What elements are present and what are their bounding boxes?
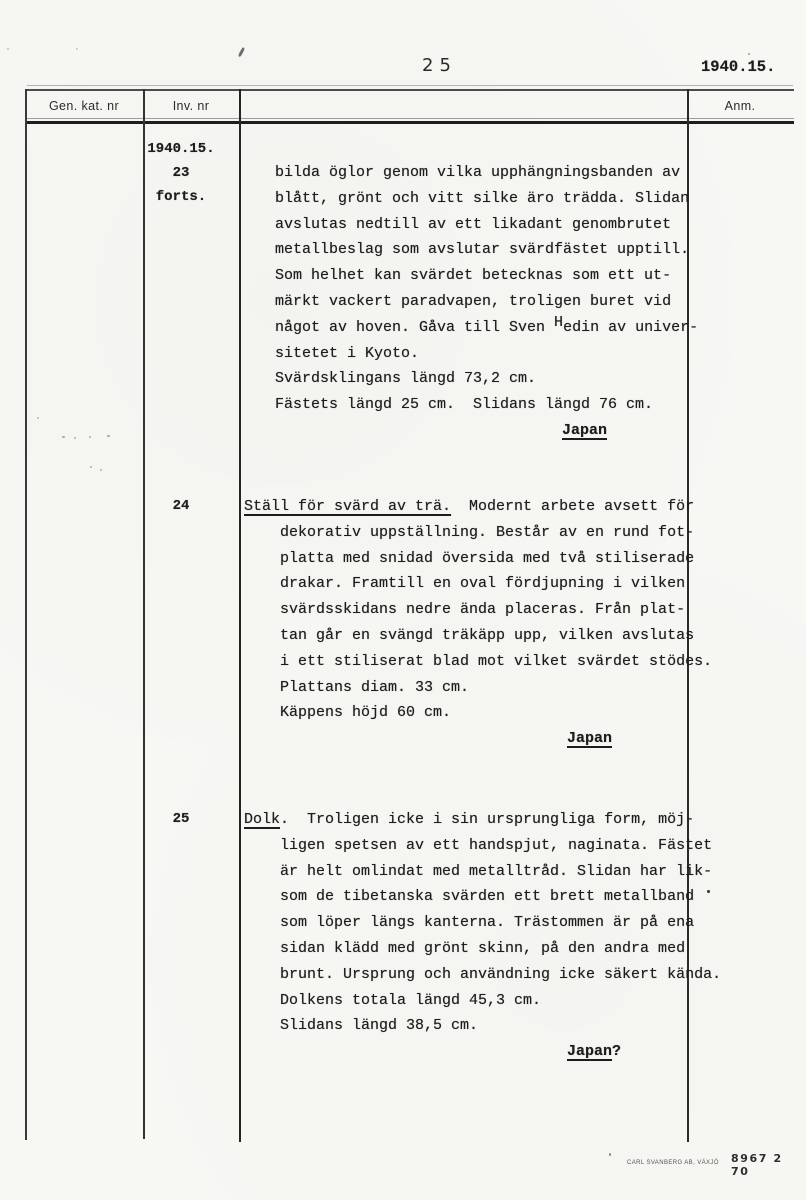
column-header-anm: Anm. (724, 99, 756, 113)
column-header-gen-kat-nr: Gen. kat. nr (48, 99, 120, 113)
column-divider-genkat-inv (143, 89, 145, 1139)
scan-speck (37, 417, 39, 419)
scan-speck (609, 1153, 611, 1156)
page-reference: 1940.15. (701, 58, 776, 76)
table-top-border-echo (27, 85, 793, 86)
scan-speck (107, 435, 110, 437)
scan-speck (89, 436, 91, 438)
column-header-inv-nr: Inv. nr (172, 99, 210, 113)
table-header-divider (25, 121, 794, 124)
entry-text: Dolk. Troligen icke i sin ursprungliga form, möj- ligen spetsen av ett handspjut, naginata. Fästet är helt omlindat med metalltråd. Slidan har lik- som de tibetanska svärden ett brett metallband som löper längs kanterna. Trästommen är på ena sidan klädd med grönt skinn, på den andra med brunt. Ursprung och användning icke säkert kända. Dolkens totala längd 45,3 cm. Slidans längd 38,5 cm. Japan? (244, 811, 722, 1061)
printer-imprint: CARL SVANBERG AB, VÄXJÖ (627, 1160, 719, 1166)
scan-speck (76, 48, 78, 50)
page-number: 25 (422, 55, 457, 76)
scan-speck (90, 466, 92, 468)
table-top-border (25, 89, 794, 91)
form-code: 8967 2 70 (731, 1152, 783, 1178)
entry-text: Ställ för svärd av trä. Modernt arbete avsett för dekorativ uppställning. Består av en rund fot- platta med snidad översida med två stiliserade drakar. Framtill en oval fördjupning i vilken svärdsskidans nedre ända placeras. Från plat- tan går en svängd träkäpp upp, vilken avslutas i ett stiliserat blad mot vilket svärdet stödes. Plattans diam. 33 cm. Käppens höjd 60 cm. Japan (244, 498, 713, 748)
table-header-divider-echo (25, 118, 794, 119)
inventory-number: 24 (172, 498, 190, 514)
scan-speck (748, 53, 750, 55)
table-left-border (25, 89, 27, 1140)
inventory-number: 25 (172, 811, 190, 827)
entry-text: bilda öglor genom vilka upphängningsbanden av blått, grönt och vitt silke äro trädda. Slidan avslutas nedtill av ett likadant genombrutet metallbeslag som avslutar svärdfästet upptill. Som helhet kan svärdet betecknas som ett ut- märkt vackert paradvapen, troligen buret vid något av hoven. Gåva till Sven Hedin av univer- sitetet i Kyoto. Svärdsklingans längd 73,2 cm. Fästets längd 25 cm. Slidans längd 76 cm. Japan (275, 164, 699, 439)
scan-speck (74, 437, 76, 439)
annotation-dot (707, 890, 710, 893)
pencil-mark (238, 47, 245, 57)
scan-speck (62, 436, 65, 438)
inventory-number: 1940.15. 23 forts. (147, 141, 215, 205)
scan-speck (7, 48, 9, 50)
column-divider-inv-main (239, 89, 241, 1142)
scan-speck (100, 469, 102, 471)
